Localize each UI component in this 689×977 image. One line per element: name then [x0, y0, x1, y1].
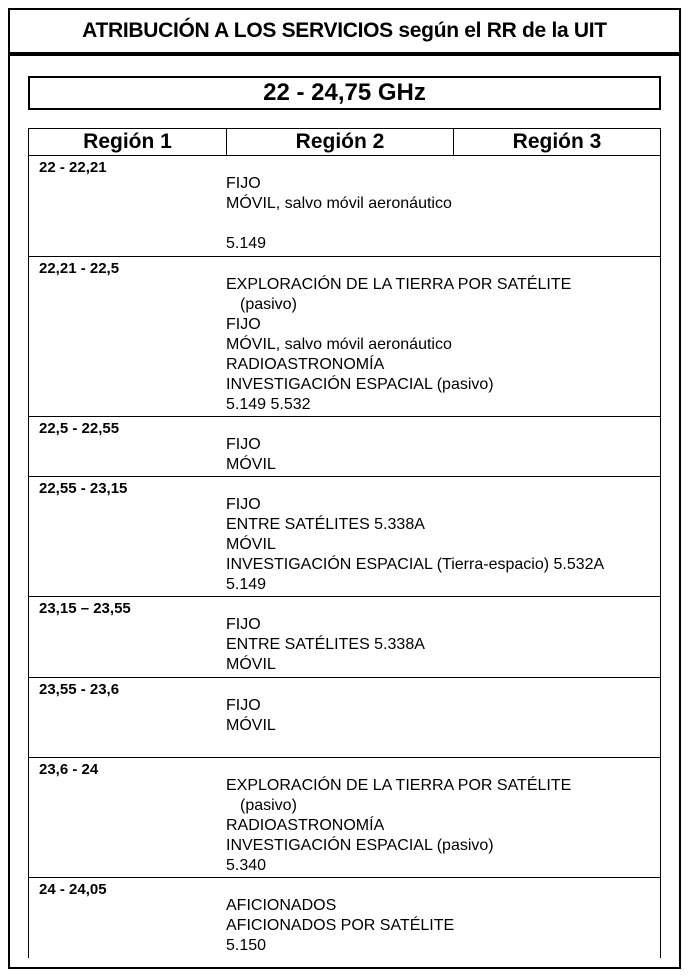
service-line: MÓVIL — [226, 717, 276, 734]
service-line: (pasivo) — [240, 797, 297, 814]
column-header-region-1: Región 1 — [29, 129, 227, 155]
service-line: INVESTIGACIÓN ESPACIAL (pasivo) — [226, 837, 494, 854]
band-label: 23,6 - 24 — [39, 761, 99, 778]
service-line: EXPLORACIÓN DE LA TIERRA POR SATÉLITE — [226, 777, 572, 794]
service-line: INVESTIGACIÓN ESPACIAL (pasivo) — [226, 376, 494, 393]
allocation-list — [226, 495, 650, 595]
service-line: RADIOASTRONOMÍA — [226, 817, 385, 834]
table-row — [29, 417, 660, 477]
allocation-list — [226, 615, 650, 675]
service-line: MÓVIL — [226, 456, 276, 473]
service-line: RADIOASTRONOMÍA — [226, 356, 385, 373]
table-row — [29, 257, 660, 417]
column-header-region-2: Región 2 — [227, 129, 454, 155]
allocation-list — [226, 435, 650, 475]
spacer — [226, 214, 650, 234]
service-line: MÓVIL, salvo móvil aeronáutico — [226, 336, 452, 353]
band-label: 22,21 - 22,5 — [39, 260, 120, 277]
allocation-list — [226, 896, 650, 956]
service-line: MÓVIL — [226, 536, 276, 553]
column-header-region-3: Región 3 — [512, 130, 602, 153]
band-label: 23,15 – 23,55 — [39, 600, 131, 617]
footnote-line: 5.149 5.532 — [226, 396, 311, 413]
table-row — [29, 678, 660, 758]
service-line: MÓVIL — [226, 656, 276, 673]
service-line: ENTRE SATÉLITES 5.338A — [226, 636, 425, 653]
service-line: FIJO — [226, 496, 261, 513]
service-line: (pasivo) — [240, 296, 297, 313]
band-label: 23,55 - 23,6 — [39, 681, 120, 698]
service-line: AFICIONADOS — [226, 897, 337, 914]
footnote-line: 5.340 — [226, 857, 267, 874]
band-label: 22,5 - 22,55 — [39, 420, 120, 437]
service-line: ENTRE SATÉLITES 5.338A — [226, 516, 425, 533]
frequency-band-title: 22 - 24,75 GHz — [28, 76, 661, 110]
band-label: 22 - 22,21 — [39, 159, 107, 176]
band-label: 24 - 24,05 — [39, 881, 107, 898]
service-line: INVESTIGACIÓN ESPACIAL (Tierra-espacio) 5.532A — [226, 556, 605, 573]
table-row — [29, 597, 660, 678]
table-row — [29, 878, 660, 958]
allocation-table — [28, 128, 661, 958]
service-line: AFICIONADOS POR SATÉLITE — [226, 917, 455, 934]
allocation-list — [226, 696, 650, 736]
service-line: FIJO — [226, 316, 261, 333]
footnote-line: 5.149 — [226, 576, 267, 593]
service-line: FIJO — [226, 616, 261, 633]
service-line: MÓVIL, salvo móvil aeronáutico — [226, 195, 452, 212]
footnote-line: 5.150 — [226, 937, 267, 954]
allocation-list — [226, 275, 650, 415]
table-row — [29, 758, 660, 878]
table-row — [29, 477, 660, 597]
table-row — [29, 156, 660, 257]
page-title: ATRIBUCIÓN A LOS SERVICIOS según el RR de la UIT — [8, 8, 681, 56]
allocation-list — [226, 776, 650, 876]
service-line: EXPLORACIÓN DE LA TIERRA POR SATÉLITE — [226, 276, 572, 293]
band-label: 22,55 - 23,15 — [39, 480, 128, 497]
table-header — [29, 128, 660, 156]
service-line: FIJO — [226, 175, 261, 192]
service-line: FIJO — [226, 436, 261, 453]
allocation-list — [226, 174, 650, 254]
footnote-line: 5.149 — [226, 235, 267, 252]
service-line: FIJO — [226, 697, 261, 714]
